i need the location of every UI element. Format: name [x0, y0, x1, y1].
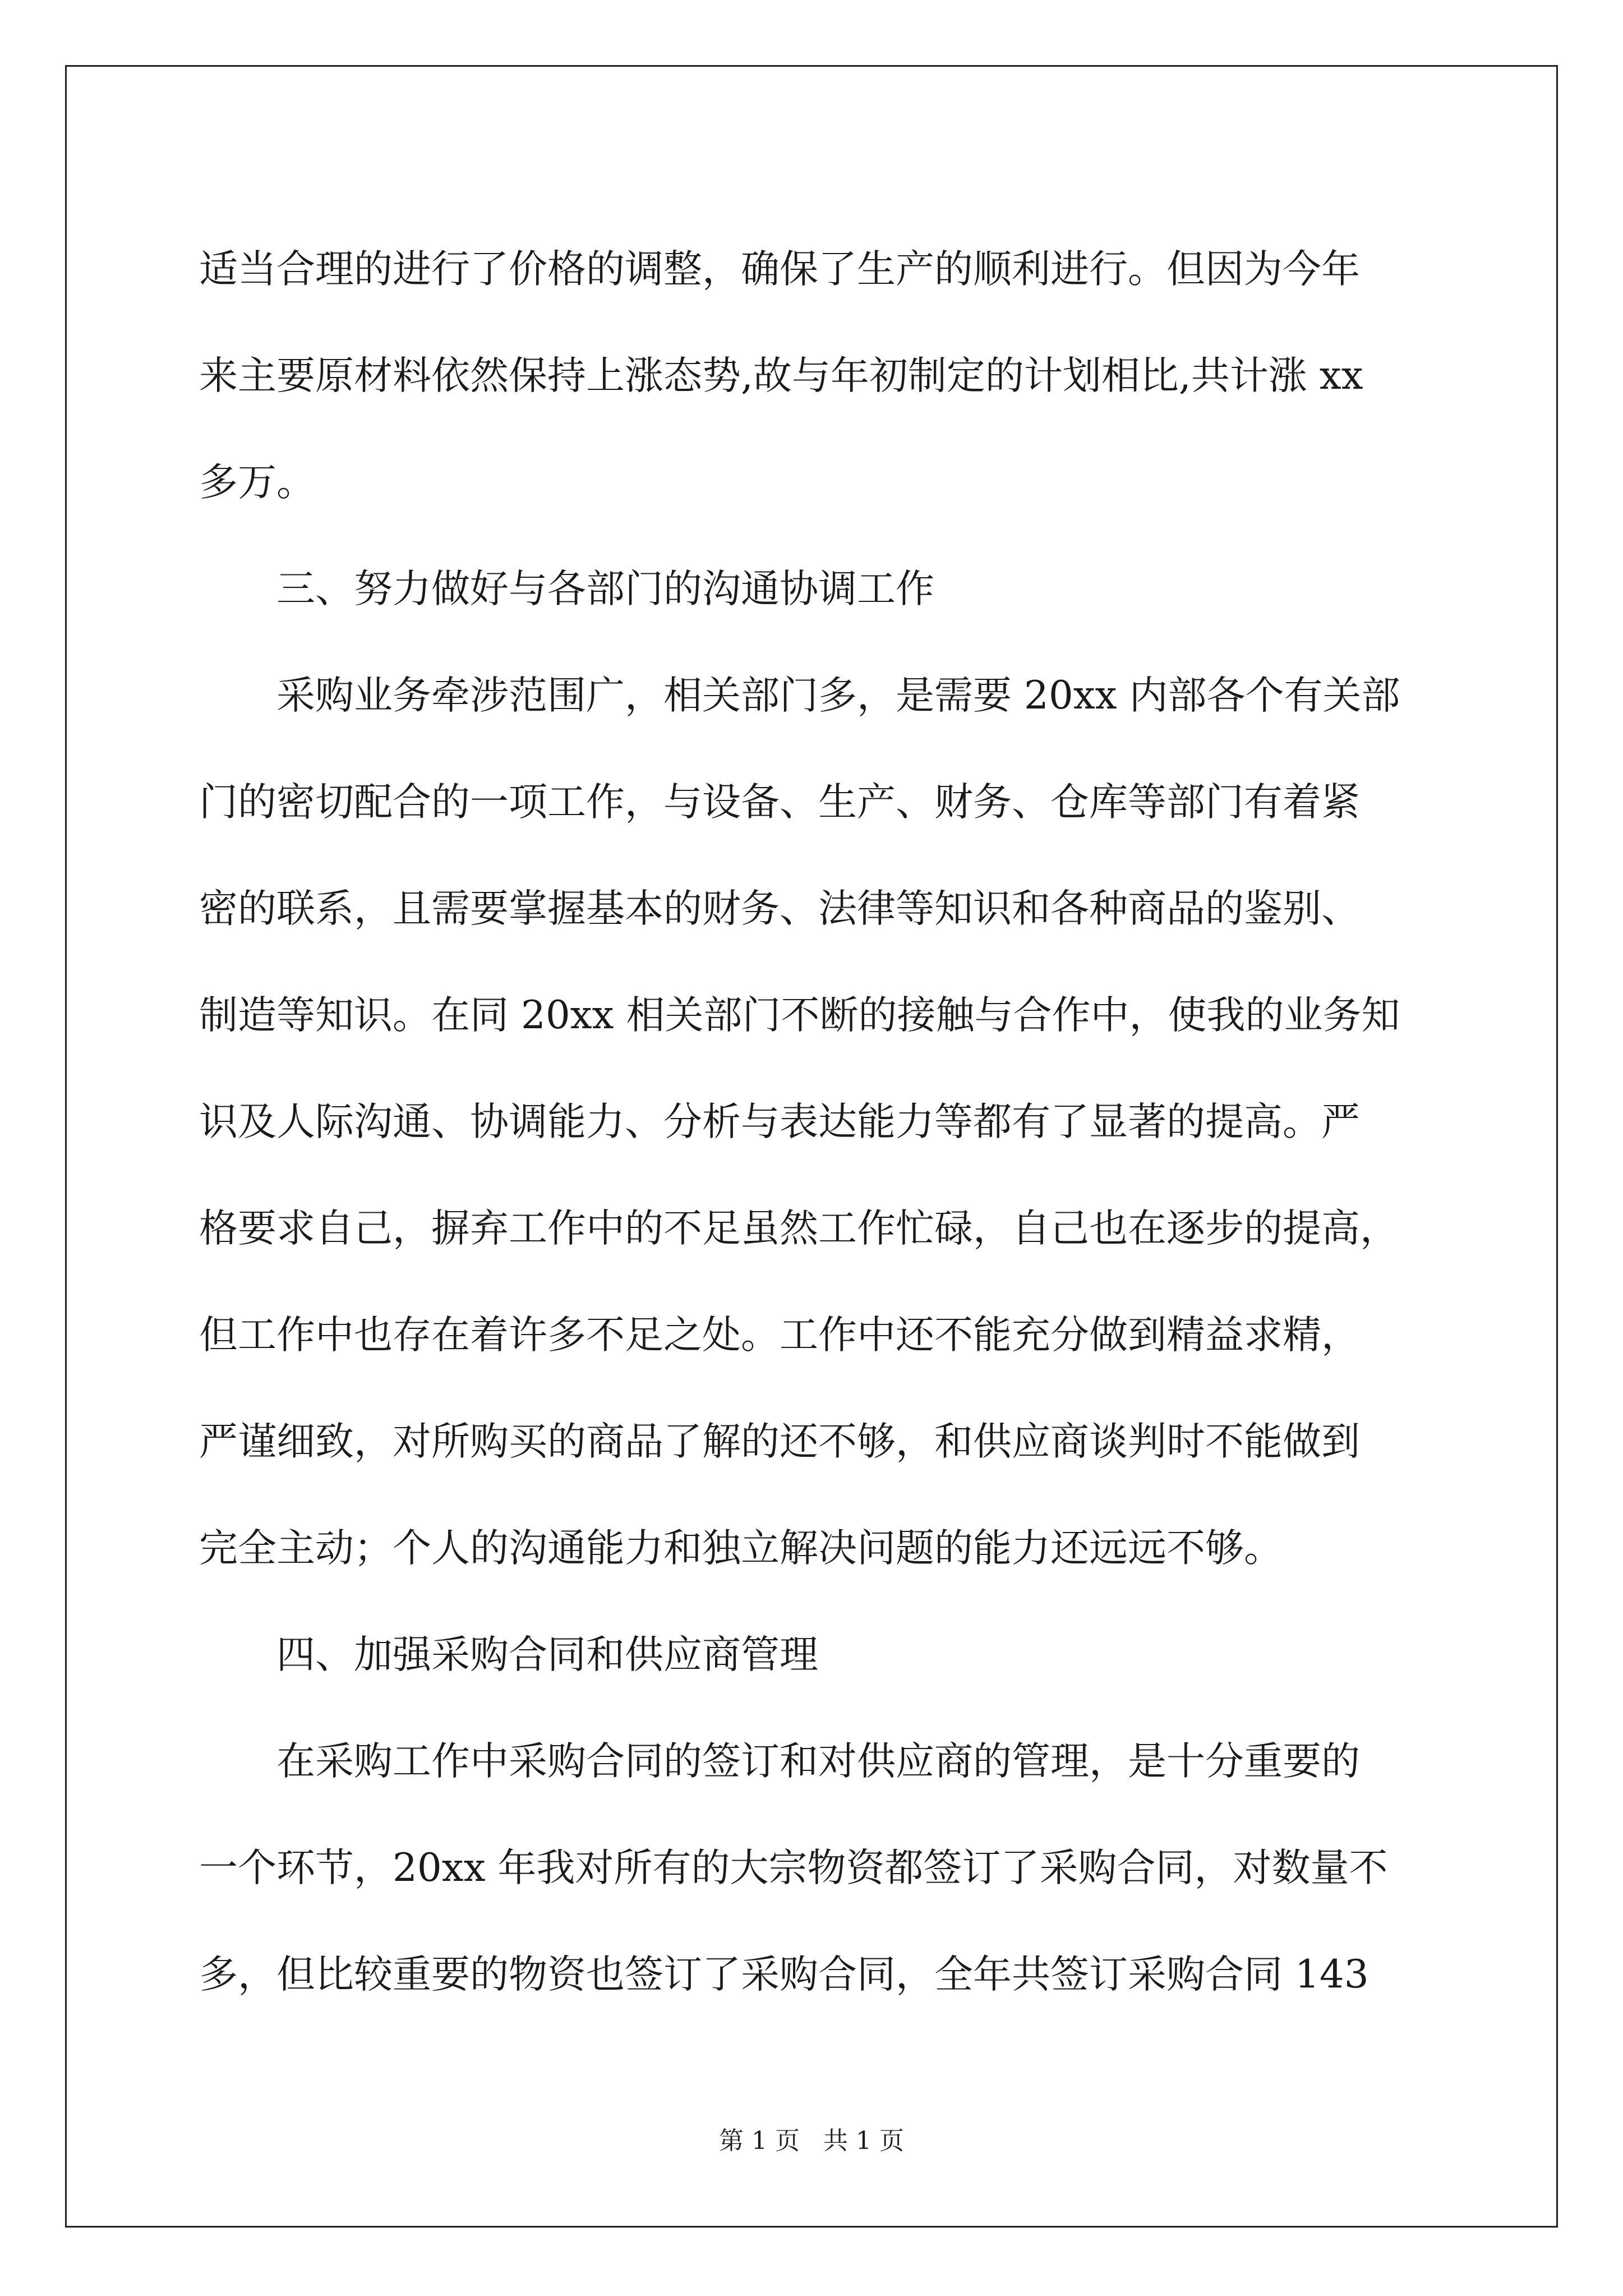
text-line: 制造等知识。在同 20xx 相关部门不断的接触与合作中，使我的业务知 [199, 993, 1400, 1038]
document-body [199, 216, 1467, 2028]
text-line: 采购业务牵涉范围广，相关部门多，是需要 20xx 内部各个有关部 [276, 673, 1400, 718]
text-line: 多，但比较重要的物资也签订了采购合同，全年共签订采购合同 143 [199, 1952, 1369, 1997]
page-footer: 第 1 页 共 1 页 [719, 2127, 904, 2155]
text-line: 识及人际沟通、协调能力、分析与表达能力等都有了显著的提高。严 [199, 1099, 1360, 1144]
text-line: 严谨细致，对所购买的商品了解的还不够，和供应商谈判时不能做到 [199, 1419, 1360, 1464]
text-line: 适当合理的进行了价格的调整，确保了生产的顺利进行。但因为今年 [199, 247, 1360, 292]
text-line: 格要求自己，摒弃工作中的不足虽然工作忙碌，自己也在逐步的提高， [199, 1206, 1399, 1251]
text-line: 完全主动；个人的沟通能力和独立解决问题的能力还远远不够。 [199, 1526, 1283, 1571]
text-line: 密的联系，且需要掌握基本的财务、法律等知识和各种商品的鉴别、 [199, 886, 1360, 931]
text-line: 一个环节，20xx 年我对所有的大宗物资都签订了采购合同，对数量不 [199, 1846, 1388, 1890]
section-heading: 三、努力做好与各部门的沟通协调工作 [276, 567, 934, 611]
text-line: 多万。 [199, 460, 315, 505]
text-line: 来主要原材料依然保持上涨态势,故与年初制定的计划相比,共计涨 xx [199, 353, 1363, 398]
section-heading: 四、加强采购合同和供应商管理 [276, 1632, 818, 1677]
text-line: 但工作中也存在着许多不足之处。工作中还不能充分做到精益求精， [199, 1313, 1360, 1358]
text-line: 门的密切配合的一项工作，与设备、生产、财务、仓库等部门有着紧 [199, 780, 1360, 825]
text-line: 在采购工作中采购合同的签订和对供应商的管理，是十分重要的 [276, 1739, 1360, 1784]
